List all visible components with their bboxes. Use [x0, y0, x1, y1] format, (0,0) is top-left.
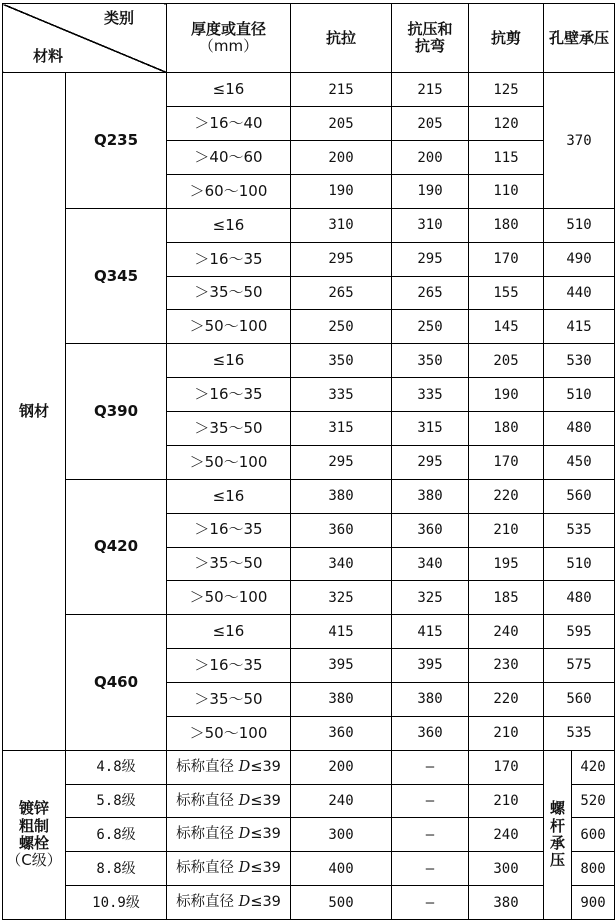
- header-row: [3, 4, 615, 73]
- shear-cell: 230: [469, 649, 544, 683]
- steel-label: 钢材: [3, 73, 66, 750]
- bolt-bearing-label-char: 承: [549, 833, 565, 852]
- tension-cell: 310: [291, 208, 392, 242]
- bolt-bearing-label-char: 螺: [549, 799, 565, 818]
- compression-cell: 215: [392, 73, 469, 107]
- tension-cell: 295: [291, 445, 392, 479]
- diameter-prefix: 标称直径: [176, 792, 235, 809]
- table-row: [3, 852, 615, 886]
- table-row: [3, 750, 615, 784]
- bolt-grade: 4.8级: [66, 750, 167, 784]
- thickness-cell: ＞50～100: [167, 716, 291, 750]
- bearing-cell: 520: [572, 784, 615, 818]
- steel-grade: Q420: [66, 479, 167, 614]
- thickness-cell: ≤16: [167, 73, 291, 107]
- compression-cell: 350: [392, 344, 469, 378]
- thickness-cell: ＞50～100: [167, 310, 291, 344]
- tension-cell: 360: [291, 513, 392, 547]
- compression-cell: 380: [392, 479, 469, 513]
- header-comp-line2: 抗弯: [414, 37, 445, 56]
- table-row: [3, 344, 615, 378]
- compression-cell: 200: [392, 141, 469, 175]
- bearing-cell: 600: [572, 818, 615, 852]
- thickness-cell: ＞16～40: [167, 107, 291, 141]
- thickness-cell: ＞50～100: [167, 445, 291, 479]
- compression-cell: 250: [392, 310, 469, 344]
- bolt-label-line: （C级）: [6, 851, 62, 870]
- shear-cell: 240: [469, 818, 544, 852]
- bolt-grade: 8.8级: [66, 852, 167, 886]
- shear-cell: 300: [469, 852, 544, 886]
- shear-cell: 115: [469, 141, 544, 175]
- compression-cell: 190: [392, 175, 469, 209]
- thickness-cell: ＞16～35: [167, 649, 291, 683]
- bearing-cell: 595: [544, 615, 615, 649]
- thickness-cell: ＞60～100: [167, 175, 291, 209]
- compression-cell: —: [392, 886, 469, 920]
- diameter-var: D: [238, 860, 251, 877]
- shear-cell: 205: [469, 344, 544, 378]
- bolt-grade: 6.8级: [66, 818, 167, 852]
- thickness-cell: ＞50～100: [167, 581, 291, 615]
- shear-cell: 195: [469, 547, 544, 581]
- tension-cell: 250: [291, 310, 392, 344]
- tension-cell: 360: [291, 716, 392, 750]
- tension-cell: 200: [291, 141, 392, 175]
- tension-cell: 315: [291, 412, 392, 446]
- tension-cell: 380: [291, 479, 392, 513]
- bearing-cell: 560: [544, 682, 615, 716]
- tension-cell: 205: [291, 107, 392, 141]
- compression-cell: —: [392, 818, 469, 852]
- bolt-grade: 5.8级: [66, 784, 167, 818]
- bolt-bearing-label-char: 压: [549, 851, 565, 870]
- diameter-suffix: ≤39: [250, 758, 281, 775]
- diameter-var: D: [238, 792, 251, 809]
- diameter-prefix: 标称直径: [176, 860, 235, 877]
- table-row: [3, 784, 615, 818]
- bolt-grade: 10.9级: [66, 886, 167, 920]
- header-bearing: 孔壁承压: [544, 4, 615, 73]
- diagonal-header-cell: [3, 4, 167, 73]
- bolt-diameter-cell: [167, 750, 291, 784]
- bearing-cell: 800: [572, 852, 615, 886]
- bearing-cell: 480: [544, 412, 615, 446]
- table-row: [3, 615, 615, 649]
- compression-cell: —: [392, 784, 469, 818]
- bearing-cell: 440: [544, 276, 615, 310]
- tension-cell: 400: [291, 852, 392, 886]
- diameter-prefix: 标称直径: [176, 826, 235, 843]
- thickness-cell: ＞35～50: [167, 682, 291, 716]
- tension-cell: 335: [291, 378, 392, 412]
- bearing-cell: 370: [544, 73, 615, 208]
- compression-cell: 360: [392, 716, 469, 750]
- bearing-cell: 510: [544, 547, 615, 581]
- bearing-cell: 420: [572, 750, 615, 784]
- header-shear: 抗剪: [469, 4, 544, 73]
- shear-cell: 210: [469, 784, 544, 818]
- shear-cell: 170: [469, 445, 544, 479]
- diameter-var: D: [238, 758, 251, 775]
- bolt-label-line: 螺栓: [18, 833, 49, 852]
- tension-cell: 215: [291, 73, 392, 107]
- bearing-cell: 900: [572, 886, 615, 920]
- shear-cell: 170: [469, 750, 544, 784]
- bearing-cell: 510: [544, 208, 615, 242]
- thickness-cell: ≤16: [167, 615, 291, 649]
- bearing-cell: 535: [544, 716, 615, 750]
- header-thickness-line2: （mm）: [198, 37, 259, 56]
- tension-cell: 395: [291, 649, 392, 683]
- diameter-var: D: [238, 894, 251, 911]
- compression-cell: 335: [392, 378, 469, 412]
- diameter-prefix: 标称直径: [176, 894, 235, 911]
- compression-cell: 325: [392, 581, 469, 615]
- compression-cell: 395: [392, 649, 469, 683]
- bearing-cell: 560: [544, 479, 615, 513]
- shear-cell: 210: [469, 716, 544, 750]
- compression-cell: 295: [392, 445, 469, 479]
- thickness-cell: ≤16: [167, 344, 291, 378]
- table-row: [3, 479, 615, 513]
- table-body: [3, 4, 615, 920]
- bolt-label-line: 镀锌: [18, 799, 49, 818]
- shear-cell: 170: [469, 242, 544, 276]
- bolt-diameter-cell: [167, 818, 291, 852]
- compression-cell: 205: [392, 107, 469, 141]
- header-thickness: [167, 4, 291, 73]
- bearing-cell: 490: [544, 242, 615, 276]
- thickness-cell: ≤16: [167, 208, 291, 242]
- bearing-cell: 530: [544, 344, 615, 378]
- shear-cell: 145: [469, 310, 544, 344]
- thickness-cell: ＞16～35: [167, 378, 291, 412]
- header-thickness-line1: 厚度或直径: [190, 19, 266, 38]
- header-category: 类别: [103, 9, 134, 27]
- table-row: [3, 73, 615, 107]
- bolt-label-line: 粗制: [18, 816, 49, 835]
- bolt-bearing-label: [544, 750, 572, 919]
- header-compression: [392, 4, 469, 73]
- thickness-cell: ＞40～60: [167, 141, 291, 175]
- compression-cell: 310: [392, 208, 469, 242]
- compression-cell: 415: [392, 615, 469, 649]
- table-row: [3, 208, 615, 242]
- thickness-cell: ＞35～50: [167, 276, 291, 310]
- tension-cell: 300: [291, 818, 392, 852]
- compression-cell: 265: [392, 276, 469, 310]
- shear-cell: 120: [469, 107, 544, 141]
- steel-grade: Q235: [66, 73, 167, 208]
- diameter-suffix: ≤39: [250, 826, 281, 843]
- shear-cell: 155: [469, 276, 544, 310]
- table-row: [3, 818, 615, 852]
- shear-cell: 220: [469, 479, 544, 513]
- bearing-cell: 510: [544, 378, 615, 412]
- header-comp-line1: 抗压和: [407, 19, 453, 38]
- shear-cell: 180: [469, 412, 544, 446]
- shear-cell: 185: [469, 581, 544, 615]
- diameter-suffix: ≤39: [250, 792, 281, 809]
- shear-cell: 180: [469, 208, 544, 242]
- compression-cell: 295: [392, 242, 469, 276]
- tension-cell: 190: [291, 175, 392, 209]
- tension-cell: 340: [291, 547, 392, 581]
- diameter-suffix: ≤39: [250, 894, 281, 911]
- bolt-label: [3, 750, 66, 919]
- thickness-cell: ＞35～50: [167, 412, 291, 446]
- shear-cell: 125: [469, 73, 544, 107]
- table-row: [3, 886, 615, 920]
- bearing-cell: 415: [544, 310, 615, 344]
- compression-cell: 315: [392, 412, 469, 446]
- compression-cell: 340: [392, 547, 469, 581]
- tension-cell: 265: [291, 276, 392, 310]
- shear-cell: 110: [469, 175, 544, 209]
- shear-cell: 190: [469, 378, 544, 412]
- bearing-cell: 450: [544, 445, 615, 479]
- shear-cell: 240: [469, 615, 544, 649]
- compression-cell: 360: [392, 513, 469, 547]
- shear-cell: 210: [469, 513, 544, 547]
- bolt-diameter-cell: [167, 886, 291, 920]
- thickness-cell: ＞35～50: [167, 547, 291, 581]
- shear-cell: 220: [469, 682, 544, 716]
- steel-grade: Q390: [66, 344, 167, 479]
- thickness-cell: ＞16～35: [167, 513, 291, 547]
- tension-cell: 325: [291, 581, 392, 615]
- header-material: 材料: [33, 47, 64, 66]
- header-tension: 抗拉: [291, 4, 392, 73]
- steel-grade: Q345: [66, 208, 167, 343]
- thickness-cell: ≤16: [167, 479, 291, 513]
- strength-table: [2, 3, 615, 920]
- compression-cell: 380: [392, 682, 469, 716]
- compression-cell: —: [392, 852, 469, 886]
- diameter-suffix: ≤39: [250, 860, 281, 877]
- diameter-var: D: [238, 826, 251, 843]
- bolt-bearing-label-char: 杆: [549, 816, 565, 835]
- bearing-cell: 480: [544, 581, 615, 615]
- tension-cell: 415: [291, 615, 392, 649]
- tension-cell: 380: [291, 682, 392, 716]
- thickness-cell: ＞16～35: [167, 242, 291, 276]
- compression-cell: —: [392, 750, 469, 784]
- bearing-cell: 535: [544, 513, 615, 547]
- tension-cell: 240: [291, 784, 392, 818]
- tension-cell: 500: [291, 886, 392, 920]
- diameter-prefix: 标称直径: [176, 758, 235, 775]
- tension-cell: 295: [291, 242, 392, 276]
- steel-grade: Q460: [66, 615, 167, 750]
- bearing-cell: 575: [544, 649, 615, 683]
- bolt-diameter-cell: [167, 852, 291, 886]
- tension-cell: 350: [291, 344, 392, 378]
- tension-cell: 200: [291, 750, 392, 784]
- bolt-diameter-cell: [167, 784, 291, 818]
- shear-cell: 380: [469, 886, 544, 920]
